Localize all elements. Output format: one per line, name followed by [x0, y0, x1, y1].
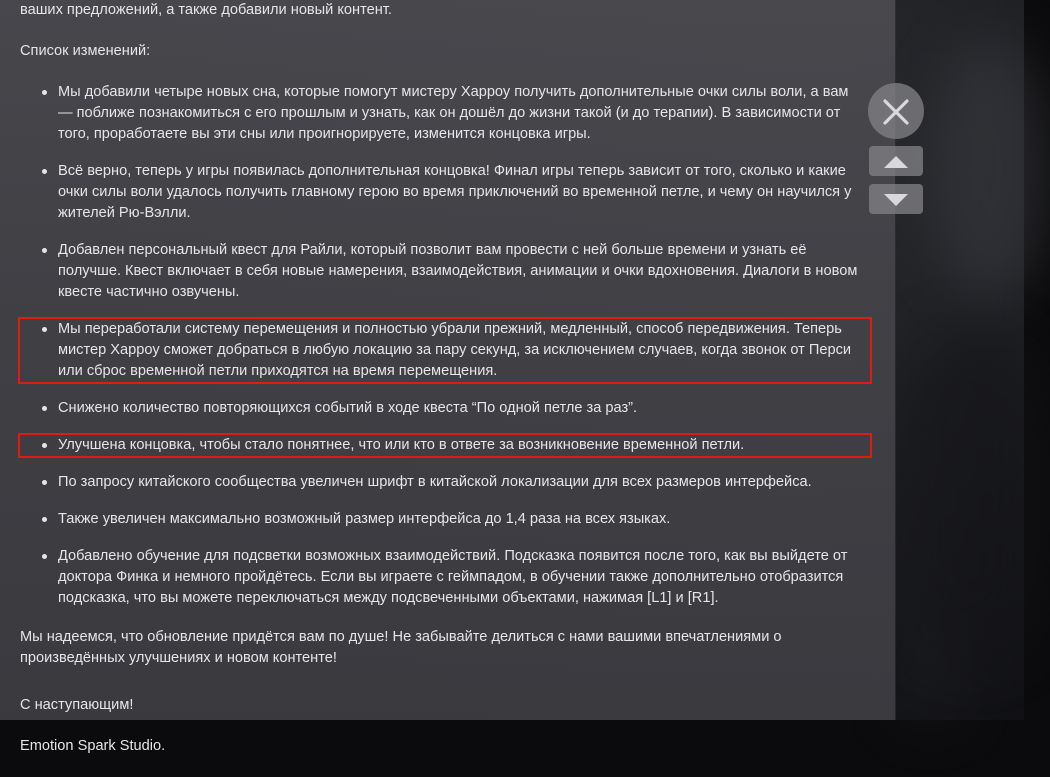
- chevron-up-icon: [875, 155, 917, 169]
- list-item-highlighted: Улучшена концовка, чтобы стало понятнее, что или кто в ответе за возникновение временной петли.: [20, 435, 870, 456]
- intro-paragraph: ваших предложений, а также добавили новый контент.: [20, 2, 392, 18]
- changes-list: [20, 82, 870, 609]
- list-heading: Список изменений:: [20, 43, 151, 59]
- list-item: По запросу китайского сообщества увеличен шрифт в китайской локализации для всех размеров интерфейса.: [20, 472, 870, 493]
- list-item: Также увеличен максимально возможный размер интерфейса до 1,4 раза на всех языках.: [20, 509, 870, 530]
- close-button[interactable]: [868, 83, 924, 139]
- patch-notes-content: [20, 0, 870, 777]
- closing-paragraph: Мы надеемся, что обновление придётся вам по душе! Не забывайте делиться с нами вашими впечатлениями о произведённых улучшениях и новом контенте!: [20, 629, 782, 666]
- studio-signature: Emotion Spark Studio.: [20, 738, 166, 754]
- chevron-down-icon: [875, 193, 917, 207]
- scroll-down-button[interactable]: [869, 184, 923, 214]
- greeting-text: С наступающим!: [20, 697, 134, 713]
- close-icon: [874, 97, 918, 127]
- list-item: Мы добавили четыре новых сна, которые помогут мистеру Харроу получить дополнительные очки силы воли, а вам — поближе познакомиться с его прошлым и узнать, как он дошёл до жизни такой (и до терапии). В зависимости от того, проработаете вы эти сны или проигнорируете, изменится концовка игры.: [20, 82, 870, 145]
- scroll-up-button[interactable]: [869, 146, 923, 176]
- list-item: Добавлено обучение для подсветки возможных взаимодействий. Подсказка появится после того, как вы выйдете от доктора Финка и немного пройдётесь. Если вы играете с геймпадом, в обучении также дополнительно отобразится подсказка, что вы можете переключаться между подсвеченными объектами, нажимая [L1] и [R1].: [20, 546, 870, 609]
- list-item-highlighted: Мы переработали систему перемещения и полностью убрали прежний, медленный, способ передвижения. Теперь мистер Харроу сможет добраться в любую локацию за пару секунд, за исключением случаев, когда звонок от Перси или сброс временной петли приходятся на время перемещения.: [20, 319, 870, 382]
- list-item: Добавлен персональный квест для Райли, который позволит вам провести с ней больше времени и узнать её получше. Квест включает в себя новые намерения, взаимодействия, анимации и очки вдохновения. Диалоги в новом квесте частично озвучены.: [20, 240, 870, 303]
- list-item: Снижено количество повторяющихся событий в ходе квеста “По одной петле за раз”.: [20, 398, 870, 419]
- list-item: Всё верно, теперь у игры появилась дополнительная концовка! Финал игры теперь зависит от того, сколько и какие очки силы воли удалось получить главному герою во время приключений во временной петле, и чему он научился у жителей Рю-Вэлли.: [20, 161, 870, 224]
